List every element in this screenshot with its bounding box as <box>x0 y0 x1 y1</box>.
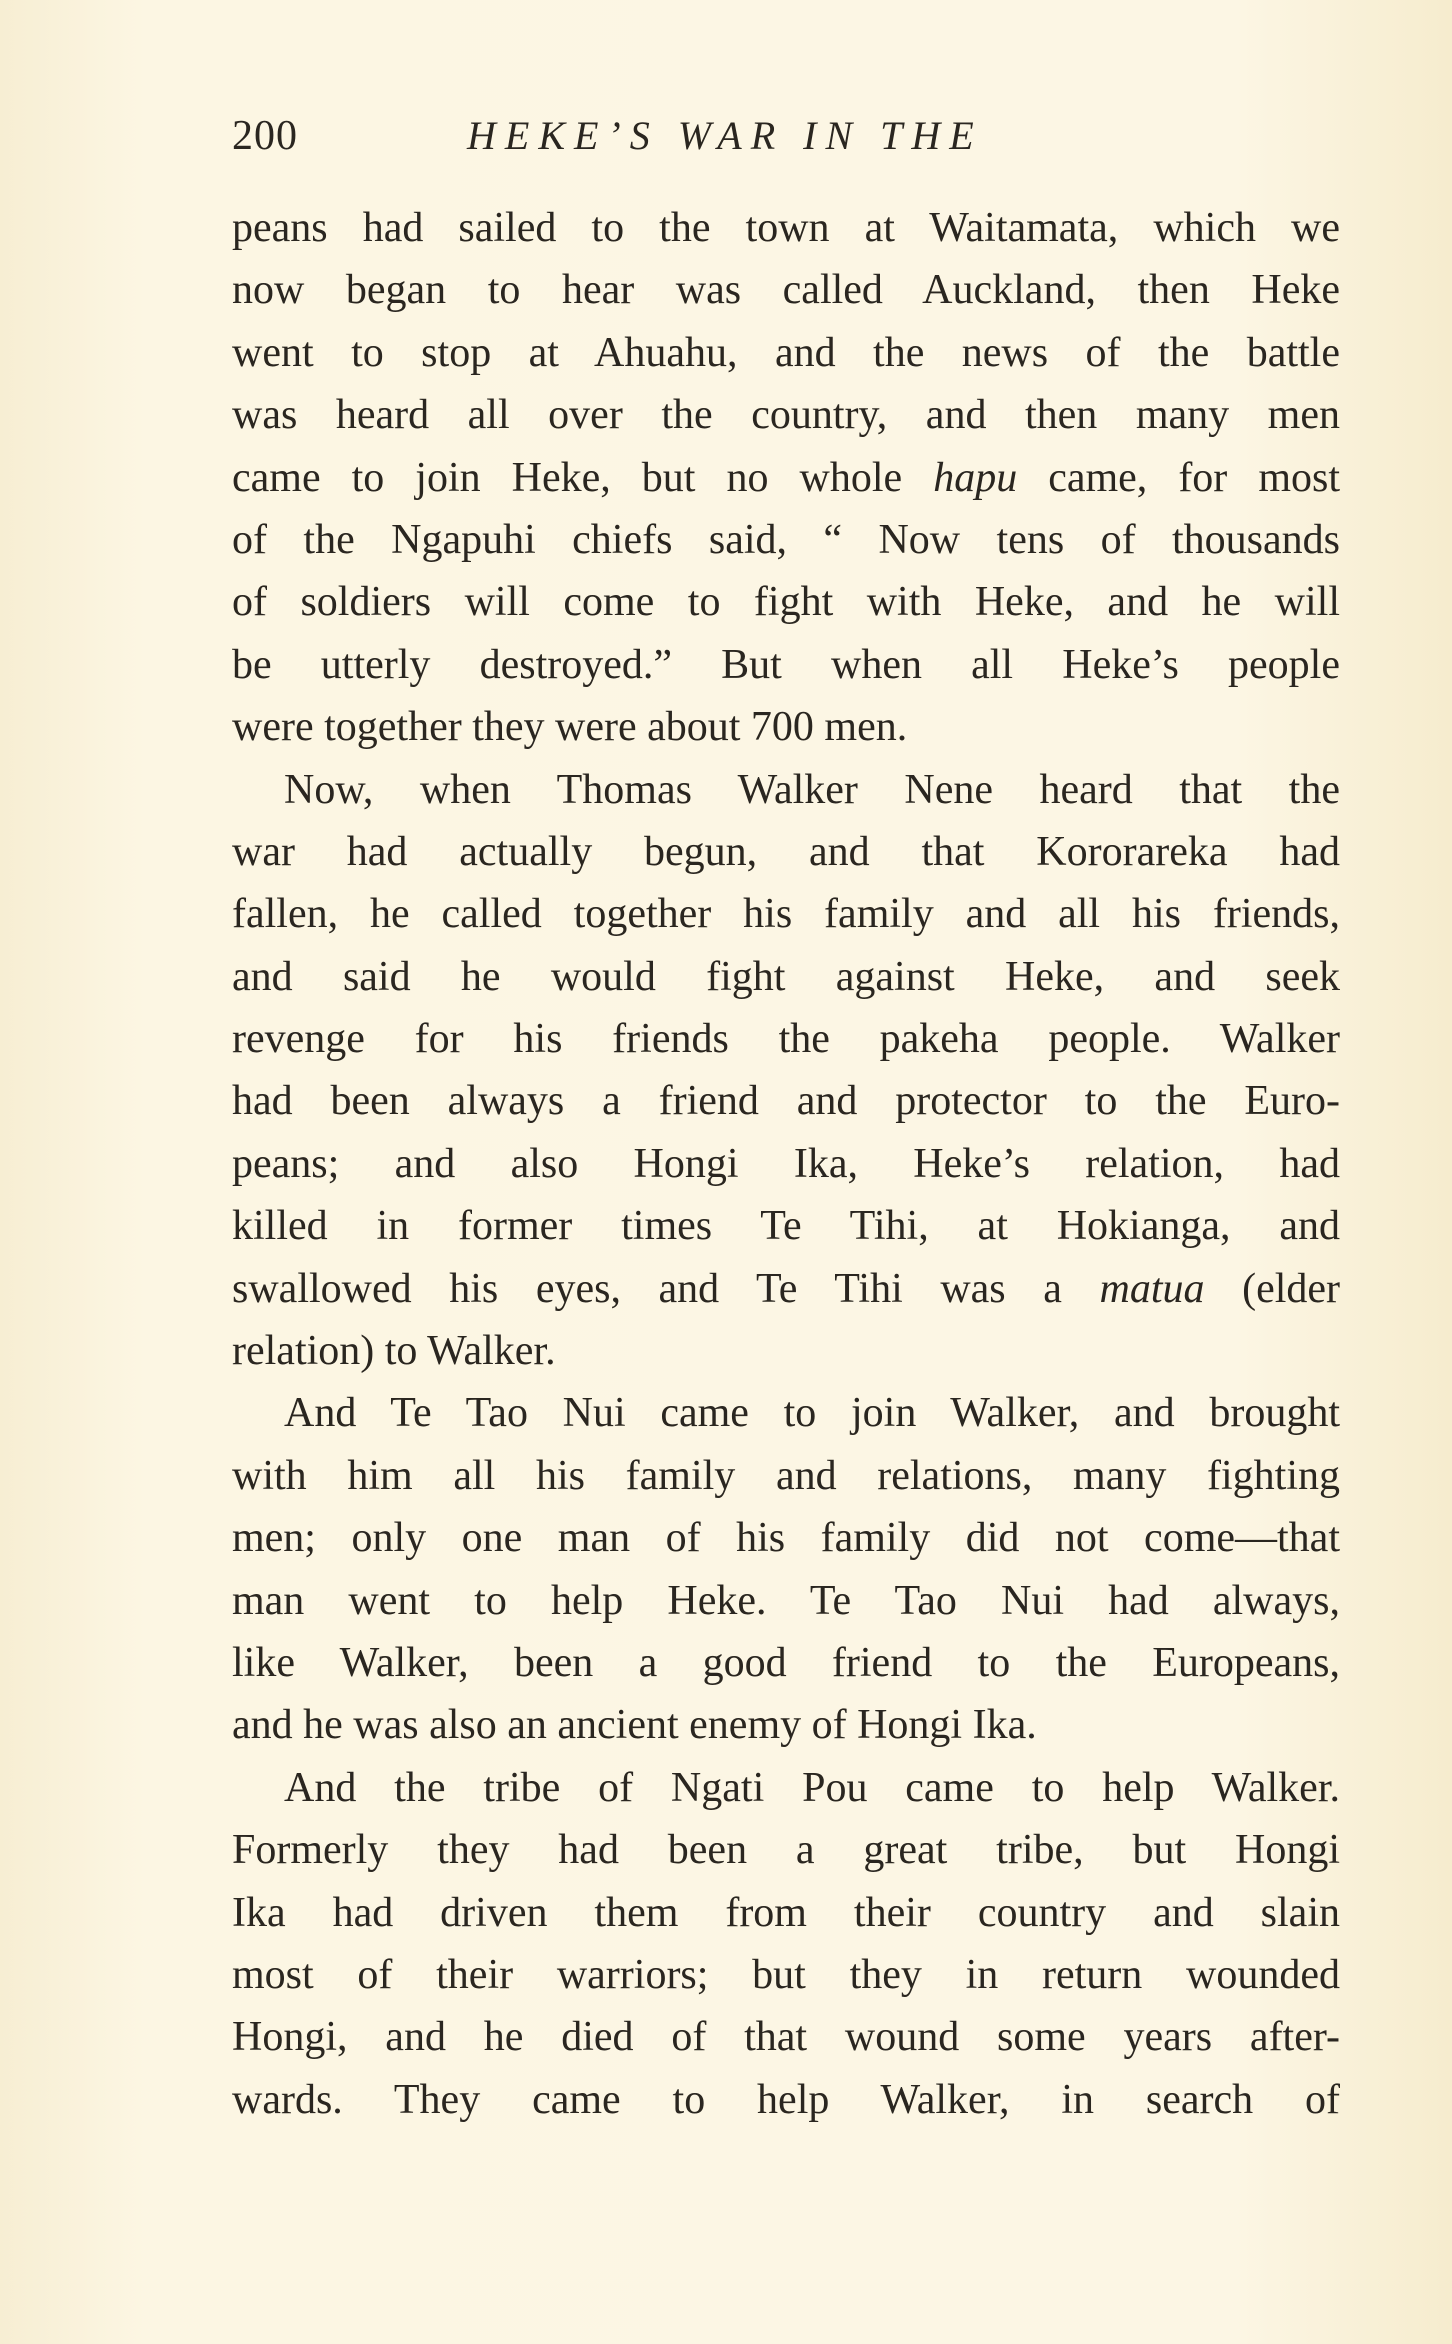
running-head <box>232 112 1068 172</box>
text-line: now began to hear was called Auckland, then Heke <box>232 267 1340 314</box>
text-line: fallen, he called together his family and all his friends, <box>232 891 1340 938</box>
text-segment: (elder <box>1204 1265 1341 1312</box>
text-line: war had actually begun, and that Kororareka had <box>232 828 1340 875</box>
italic-term-matua: matua <box>1099 1265 1205 1312</box>
text-segment: came, for most <box>1017 454 1341 501</box>
text-line: Ika had driven them from their country and slain <box>232 1889 1340 1936</box>
paragraph-start-line: And the tribe of Ngati Pou came to help Walker. <box>284 1764 1340 1811</box>
text-line: Hongi, and he died of that wound some years after- <box>232 2014 1340 2061</box>
italic-term-hapu: hapu <box>933 454 1018 501</box>
text-line: of soldiers will come to fight with Heke, and he will <box>232 579 1340 626</box>
text-line <box>232 1258 1340 1320</box>
text-line: was heard all over the country, and then many men <box>232 392 1340 439</box>
running-head-title: HEKE’S WAR IN THE <box>467 113 983 158</box>
text-line: peans; and also Hongi Ika, Heke’s relation, had <box>232 1140 1340 1187</box>
text-line: were together they were about 700 men. <box>232 704 908 751</box>
text-line: like Walker, been a good friend to the Europeans, <box>232 1639 1340 1686</box>
body-text <box>232 197 1340 2131</box>
text-line: be utterly destroyed.” But when all Heke’s people <box>232 641 1340 688</box>
text-line: Formerly they had been a great tribe, but Hongi <box>232 1827 1340 1874</box>
text-line: and said he would fight against Heke, and seek <box>232 953 1340 1000</box>
paragraph-start-line: Now, when Thomas Walker Nene heard that the <box>284 766 1340 813</box>
text-line: and he was also an ancient enemy of Hongi Ika. <box>232 1702 1037 1749</box>
text-line: wards. They came to help Walker, in search of <box>232 2076 1340 2123</box>
text-line: peans had sailed to the town at Waitamata, which we <box>232 205 1340 251</box>
text-line: man went to help Heke. Te Tao Nui had always, <box>232 1577 1340 1624</box>
text-line: men; only one man of his family did not come—that <box>232 1515 1340 1562</box>
text-line: of the Ngapuhi chiefs said, “ Now tens of thousands <box>232 516 1340 563</box>
paragraph-start-line: And Te Tao Nui came to join Walker, and brought <box>284 1390 1340 1437</box>
text-line: revenge for his friends the pakeha people. Walker <box>232 1016 1340 1063</box>
text-segment: swallowed his eyes, and Te Tihi was a <box>232 1265 1100 1312</box>
text-line: most of their warriors; but they in return wounded <box>232 1951 1340 1998</box>
text-line: with him all his family and relations, many fighting <box>232 1452 1340 1499</box>
text-line: had been always a friend and protector to the Euro- <box>232 1078 1340 1125</box>
text-line <box>232 447 1340 509</box>
text-line: went to stop at Ahuahu, and the news of the battle <box>232 329 1340 376</box>
text-line: relation) to Walker. <box>232 1328 556 1375</box>
page-number: 200 <box>232 113 298 159</box>
text-segment: came to join Heke, but no whole <box>232 454 934 501</box>
text-line: killed in former times Te Tihi, at Hokianga, and <box>232 1203 1340 1250</box>
